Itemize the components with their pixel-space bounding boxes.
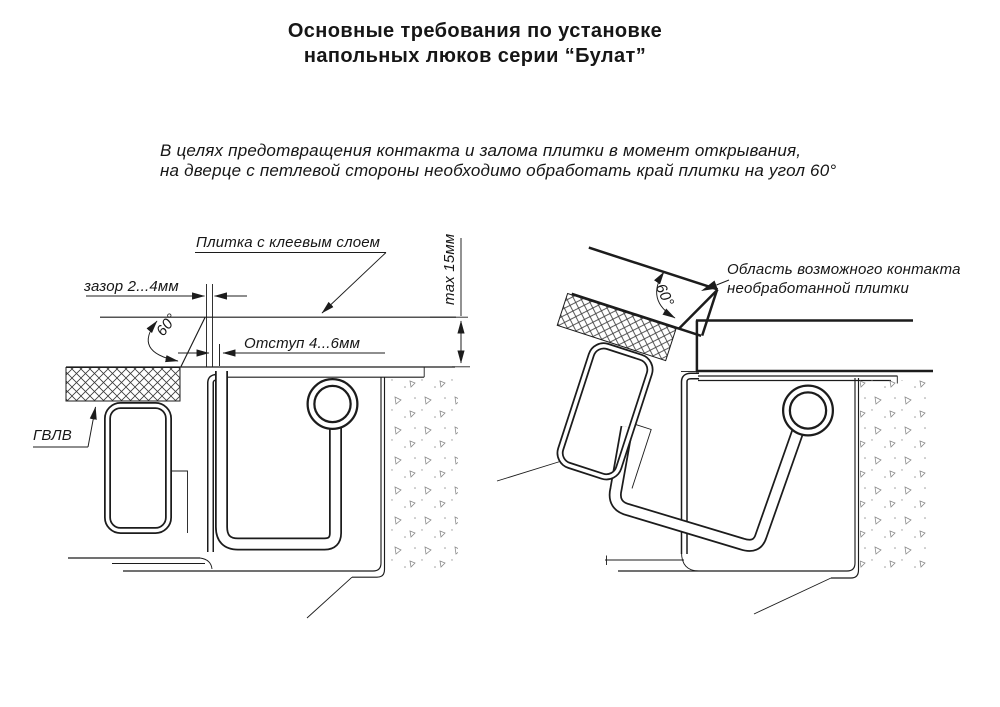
page-title-line1: Основные требования по установке xyxy=(287,20,663,42)
tile-bevel-60-line xyxy=(181,318,205,367)
angle-60-label-right: 60° xyxy=(651,281,678,310)
contact-area-label-line2: необработанной плитки xyxy=(727,280,910,297)
door-tube-profile xyxy=(108,406,169,531)
door-tile-surface xyxy=(589,248,718,290)
door-bottom-edge-open xyxy=(497,462,560,482)
concrete-hatch xyxy=(386,378,458,570)
tile-glue-label: Плитка с клеевым слоем xyxy=(196,234,381,251)
lever-attachment-tab xyxy=(171,471,188,533)
concrete-hatch xyxy=(860,380,930,568)
note-line2: на дверце с петлевой стороны необходимо обработать край плитки на угол 60° xyxy=(160,161,837,180)
frame-wall-outer xyxy=(831,378,859,578)
page-title-line2: напольных люков серии “Булат” xyxy=(303,45,647,67)
break-diagonal xyxy=(307,577,352,618)
right-view-open-section xyxy=(497,246,933,614)
max-height-label: max 15мм xyxy=(441,233,458,305)
break-diagonal xyxy=(754,578,831,614)
angle-60-label-left: 60° xyxy=(153,310,181,340)
gap-label: зазор 2...4мм xyxy=(84,278,179,295)
left-view-closed-section xyxy=(33,238,470,618)
note-line1: В целях предотвращения контакта и залома плитки в момент открывания, xyxy=(160,141,802,160)
offset-label: Отступ 4...6мм xyxy=(244,335,361,352)
contact-area-label-line1: Область возможного контакта xyxy=(727,261,961,278)
gvlv-board-hatch xyxy=(66,368,180,402)
gvlv-label: ГВЛВ xyxy=(33,427,72,444)
